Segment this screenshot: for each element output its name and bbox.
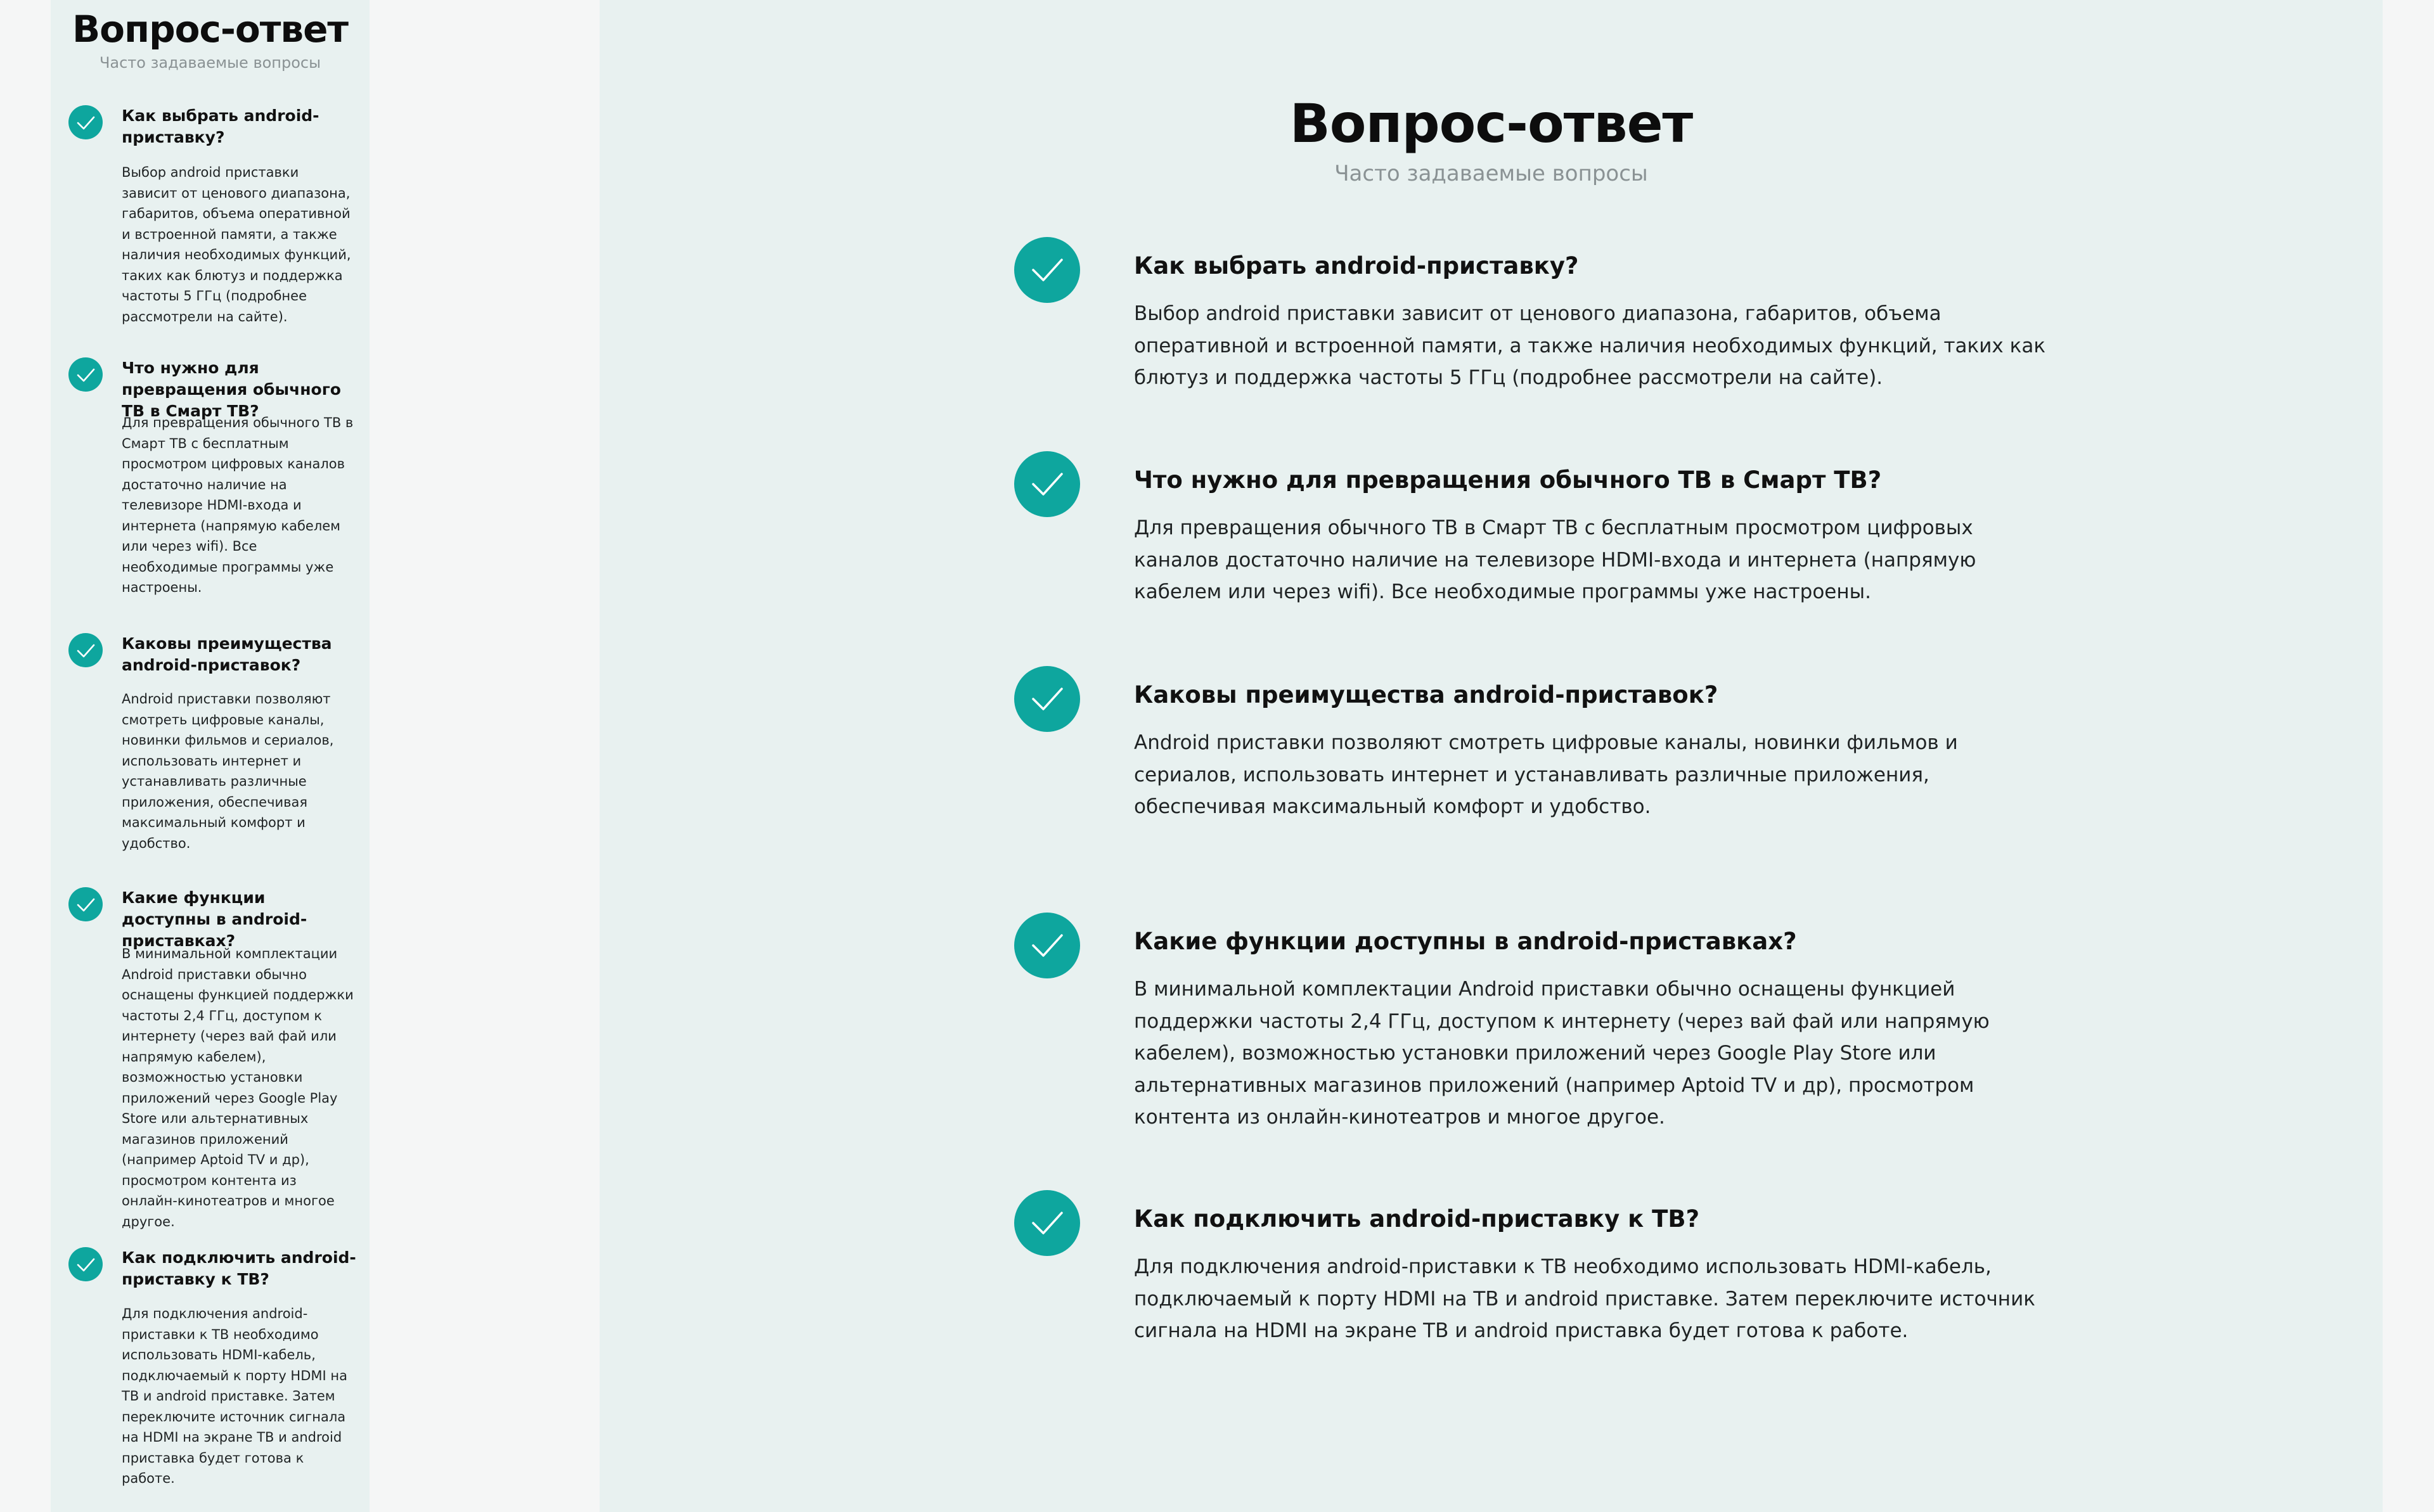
faq-question: Как выбрать android-приставку?	[122, 106, 319, 146]
faq-title: Вопрос-ответ	[1289, 93, 1693, 155]
faq-subtitle-mobile: Часто задаваемые вопросы	[99, 54, 321, 72]
faq-answer: В минимальной комплектации Android приставки обычно оснащены функцией поддержки частоты 2,4 ГГц, доступом к интернету (через вай фай или напрямую кабелем), возможностью установки приложений через Google Play Store или альтернативных магазинов приложений (например Aptoid TV и др), просмотром контента из онлайн-кинотеатров и многое другое.	[1134, 978, 1990, 1129]
faq-question: Каковы преимущества android-приставок?	[1134, 681, 1718, 708]
checkmark-icon	[68, 633, 103, 667]
faq-question: Какие функции доступны в android-приставках?	[1134, 928, 1797, 955]
checkmark-icon	[68, 887, 103, 921]
faq-question: Каковы преимущества android-приставок?	[122, 634, 332, 674]
checkmark-icon	[1014, 451, 1080, 517]
checkmark-icon	[1014, 237, 1080, 303]
checkmark-icon	[68, 357, 103, 392]
faq-answer: Android приставки позволяют смотреть цифровые каналы, новинки фильмов и сериалов, использовать интернет и устанавливать различные приложения, обеспечивая максимальный комфорт и удобство.	[1134, 731, 1958, 818]
faq-question: Какие функции доступны в android-приставках?	[122, 888, 307, 950]
checkmark-icon	[1014, 1190, 1080, 1256]
faq-answer: Для подключения android-приставки к ТВ необходимо использовать HDMI-кабель, подключаемый к порту HDMI на ТВ и android приставке. Затем переключите источник сигнала на HDMI на экране ТВ и android приставка будет готова к работе.	[1134, 1255, 2035, 1342]
faq-subtitle: Часто задаваемые вопросы	[1334, 161, 1648, 186]
faq-question: Как выбрать android-приставку?	[1134, 252, 1579, 279]
faq-answer: Выбор android приставки зависит от ценового диапазона, габаритов, объема оперативной и встроенной памяти, а также наличия необходимых функций, таких как блютуз и поддержка частоты 5 ГГц (подробнее рассмотрели на сайте).	[122, 165, 351, 324]
faq-answer: Для превращения обычного ТВ в Смарт ТВ с бесплатным просмотром цифровых каналов достаточно наличие на телевизоре HDMI-входа и интернета (напрямую кабелем или через wifi). Все необходимые программы уже настроены.	[122, 415, 354, 595]
checkmark-icon	[68, 105, 103, 139]
faq-question: Как подключить android-приставку к ТВ?	[1134, 1205, 1700, 1233]
checkmark-icon	[1014, 913, 1080, 978]
faq-question: Как подключить android-приставку к ТВ?	[122, 1248, 356, 1288]
faq-question: Что нужно для превращения обычного ТВ в Смарт ТВ?	[122, 359, 341, 420]
faq-answer: Android приставки позволяют смотреть цифровые каналы, новинки фильмов и сериалов, использовать интернет и устанавливать различные приложения, обеспечивая максимальный комфорт и удобство.	[122, 691, 334, 851]
faq-title-mobile: Вопрос-ответ	[72, 8, 349, 51]
faq-section-mobile	[51, 0, 370, 1512]
faq-answer: Выбор android приставки зависит от ценового диапазона, габаритов, объема оперативной и встроенной памяти, а также наличия необходимых функций, таких как блютуз и поддержка частоты 5 ГГц (подробнее рассмотрели на сайте).	[1134, 302, 2046, 389]
faq-answer: Для подключения android-приставки к ТВ необходимо использовать HDMI-кабель, подключаемый к порту HDMI на ТВ и android приставке. Затем переключите источник сигнала на HDMI на экране ТВ и android приставка будет готова к работе.	[122, 1306, 347, 1486]
checkmark-icon	[1014, 666, 1080, 732]
faq-answer: Для превращения обычного ТВ в Смарт ТВ с бесплатным просмотром цифровых каналов достаточно наличие на телевизоре HDMI-входа и интернета (напрямую кабелем или через wifi). Все необходимые программы уже настроены.	[1134, 516, 1976, 603]
faq-question: Что нужно для превращения обычного ТВ в Смарт ТВ?	[1134, 466, 1882, 494]
faq-answer: В минимальной комплектации Android приставки обычно оснащены функцией поддержки частоты 2,4 ГГц, доступом к интернету (через вай фай или напрямую кабелем), возможностью установки приложений через Google Play Store или альтернативных магазинов приложений (например Aptoid TV и др), просмотром контента из онлайн-кинотеатров и многое другое.	[122, 946, 354, 1229]
faq-section	[600, 0, 2383, 1512]
checkmark-icon	[68, 1247, 103, 1281]
